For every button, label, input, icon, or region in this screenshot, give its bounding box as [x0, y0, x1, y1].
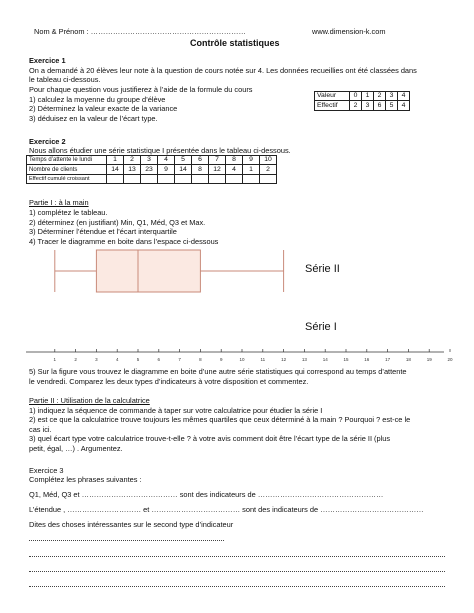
- axis-tick-label: 14: [322, 357, 328, 362]
- part2-line: cas ici.: [29, 425, 52, 434]
- ex1-title: Exercice 1: [29, 56, 66, 65]
- table-cell-empty[interactable]: [175, 174, 192, 183]
- table-cell: 23: [141, 165, 158, 174]
- table-cell: 1: [362, 92, 374, 101]
- table-cell: 0: [350, 92, 362, 101]
- axis-tick-label: 1: [53, 357, 57, 362]
- table-cell-empty[interactable]: [260, 174, 277, 183]
- ex1-line: On a demandé à 20 élèves leur note à la question de cours notée sur 4. Les données recueillies ont été classées dans: [29, 66, 417, 75]
- table-cell: 1: [107, 156, 124, 165]
- serie-ii-label: Série II: [305, 263, 340, 275]
- table-cell: 3: [362, 101, 374, 110]
- table-cell: 2: [124, 156, 141, 165]
- ex2-intro: Nous allons étudier une série statistique I présentée dans le tableau ci-dessous.: [29, 146, 291, 155]
- table-cell: 1: [243, 165, 260, 174]
- table-cell: 2: [374, 92, 386, 101]
- name-field: Nom & Prénom : ………………………………………………………: [34, 27, 246, 36]
- ex2-table: [26, 155, 277, 184]
- ex3-intro: Complétez les phrases suivantes :: [29, 475, 142, 484]
- table-cell: 14: [107, 165, 124, 174]
- axis-tick-label: 9: [219, 357, 223, 362]
- table-cell: 12: [209, 165, 226, 174]
- serie-i-label: Série I: [305, 321, 337, 333]
- table-cell-empty[interactable]: [226, 174, 243, 183]
- ex3-sentence-1: Q1, Méd, Q3 et ………………………………… sont des indicateurs de ……………………………………………: [29, 490, 384, 499]
- q5-line: 5) Sur la figure vous trouvez le diagramme en boite d’une autre série statistiques qui correspond au temps d’attente: [29, 367, 407, 376]
- table-cell: 2: [350, 101, 362, 110]
- axis-tick-label: 16: [364, 357, 370, 362]
- part1-line: 1) complétez le tableau.: [29, 208, 108, 217]
- table-cell: 6: [374, 101, 386, 110]
- table-cell: 13: [124, 165, 141, 174]
- ex2-title: Exercice 2: [29, 137, 66, 146]
- axis-tick-label: 12: [281, 357, 287, 362]
- part2-title: Partie II : Utilisation de la calculatrice: [29, 396, 150, 405]
- axis-tick-label: 4: [115, 357, 119, 362]
- table-cell: 2: [260, 165, 277, 174]
- part1-line: 2) déterminez (en justifiant) Min, Q1, Méd, Q3 et Max.: [29, 218, 206, 227]
- axis-tick-label: 8: [199, 357, 202, 362]
- table-label: Effectif: [315, 101, 350, 110]
- ex1-line: 3) déduisez en la valeur de l’écart type.: [29, 114, 158, 123]
- table-cell-empty[interactable]: [243, 174, 260, 183]
- table-cell-empty[interactable]: [107, 174, 124, 183]
- axis-tick-label: 20: [447, 357, 453, 362]
- ex1-line: Pour chaque question vous justifierez à l’aide de la formule du cours: [29, 85, 253, 94]
- answer-line[interactable]: [29, 586, 445, 587]
- table-cell: 4: [226, 165, 243, 174]
- table-cell-empty[interactable]: [209, 174, 226, 183]
- axis-tick-label: 18: [405, 357, 411, 362]
- ex1-line: 2) Déterminez la valeur exacte de la variance: [29, 104, 178, 113]
- axis-tick-label: 3: [95, 357, 98, 362]
- axis-tick-label: 17: [385, 357, 391, 362]
- table-cell: 3: [386, 92, 398, 101]
- axis-tick-label: 6: [157, 357, 161, 362]
- ex3-sentence-2: L’étendue , ………………………… et ……………………………… sont des indicateurs de ……………………………………: [29, 505, 424, 514]
- table-cell: 4: [398, 101, 410, 110]
- table-cell-empty[interactable]: [141, 174, 158, 183]
- table-label: Effectif cumulé croissant: [27, 174, 107, 183]
- axis-tick-label: 7: [178, 357, 181, 362]
- axis-tick-label: 2: [74, 357, 77, 362]
- axis-tick-label: 5: [136, 357, 140, 362]
- ex1-line: le tableau ci-dessous.: [29, 75, 101, 84]
- axis-tick-label: 15: [343, 357, 349, 362]
- axis-tick-label: 19: [426, 357, 432, 362]
- box-q1-q3: [96, 250, 200, 292]
- ex1-line: 1) calculez la moyenne du groupe d’élève: [29, 95, 166, 104]
- table-cell-empty[interactable]: [158, 174, 175, 183]
- answer-line[interactable]: [29, 540, 224, 541]
- table-cell: 8: [226, 156, 243, 165]
- table-cell: 8: [192, 165, 209, 174]
- part1-title: Partie I : à la main: [29, 198, 89, 207]
- part1-line: 4) Tracer le diagramme en boite dans l’espace ci-dessous: [29, 237, 219, 246]
- table-cell: 5: [386, 101, 398, 110]
- answer-line[interactable]: [29, 556, 445, 557]
- graduated-axis: [26, 346, 453, 366]
- table-cell-empty[interactable]: [192, 174, 209, 183]
- website: www.dimension-k.com: [312, 27, 386, 36]
- table-cell: 7: [209, 156, 226, 165]
- table-cell: 4: [158, 156, 175, 165]
- part2-line: petit, égal, …) . Argumentez.: [29, 444, 123, 453]
- ex3-question: Dites des choses intéressantes sur le second type d’indicateur: [29, 520, 234, 529]
- page-title: Contrôle statistiques: [190, 38, 280, 48]
- table-cell: 9: [243, 156, 260, 165]
- table-label: Valeur: [315, 92, 350, 101]
- table-cell: 5: [175, 156, 192, 165]
- table-cell: 9: [158, 165, 175, 174]
- table-label: Nombre de clients: [27, 165, 107, 174]
- ex1-table: [314, 91, 410, 111]
- table-label: Temps d’attente le lundi: [27, 156, 107, 165]
- table-cell: 10: [260, 156, 277, 165]
- part2-line: 1) indiquez la séquence de commande à taper sur votre calculatrice pour étudier la série I: [29, 406, 323, 415]
- table-cell: 4: [398, 92, 410, 101]
- axis-tick-label: 13: [301, 357, 307, 362]
- table-cell-empty[interactable]: [124, 174, 141, 183]
- table-cell: 6: [192, 156, 209, 165]
- part2-line: 2) est ce que la calculatrice trouve toujours les mêmes quartiles que ceux déterminé à la main ? Pourquoi ? est-ce le: [29, 415, 411, 424]
- boxplot-serie-ii: [26, 244, 446, 304]
- part1-line: 3) Déterminer l’étendue et l’écart interquartile: [29, 227, 177, 236]
- axis-tick-label: 11: [260, 357, 266, 362]
- q5-line: le vendredi. Comparez les deux types d’indicateurs à votre disposition et commentez.: [29, 377, 309, 386]
- part2-line: 3) quel écart type votre calculatrice trouve-t-elle ? à votre avis comment doit être l’écart type de la série II (plus: [29, 434, 391, 443]
- table-cell: 14: [175, 165, 192, 174]
- axis-tick-label: 10: [239, 357, 245, 362]
- ex3-title: Exercice 3: [29, 466, 64, 475]
- answer-line[interactable]: [29, 571, 445, 572]
- table-cell: 3: [141, 156, 158, 165]
